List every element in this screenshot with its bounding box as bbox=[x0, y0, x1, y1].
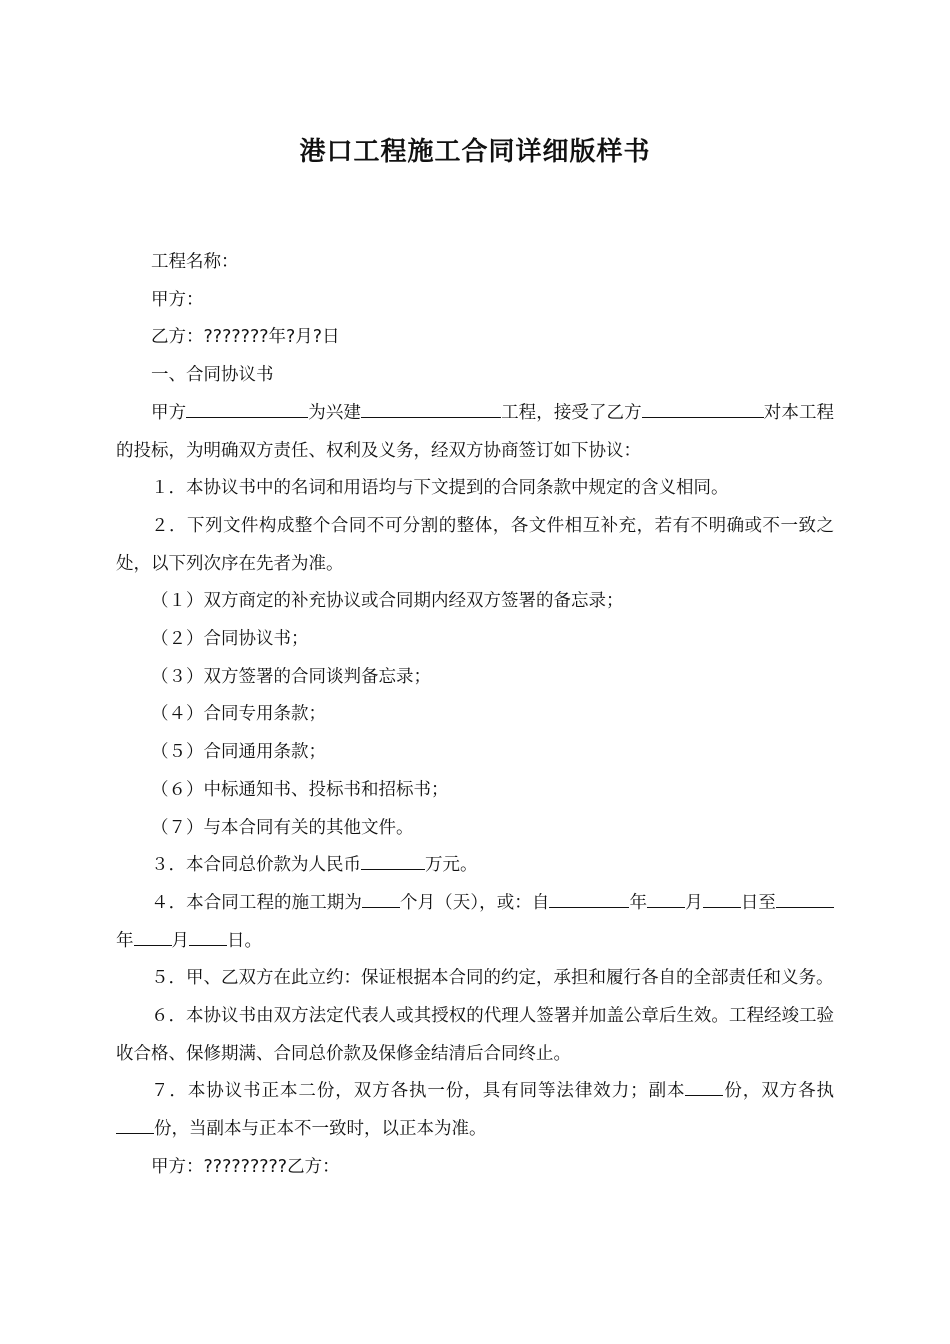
document-title: 港口工程施工合同详细版样书 bbox=[299, 137, 651, 167]
clause-4-text-f: 年 bbox=[116, 930, 134, 951]
clause-4-text-a: ４．本合同工程的施工期为 bbox=[151, 892, 362, 913]
clause-7-text-a: ７．本协议书正本二份，双方各执一份，具有同等法律效力；副本 bbox=[151, 1081, 686, 1102]
document-item-2: （２）合同协议书； bbox=[151, 629, 309, 650]
intro-paragraph bbox=[116, 395, 834, 470]
amount-blank bbox=[361, 852, 425, 871]
clause-2: ２．下列文件构成整个合同不可分割的整体，各文件相互补充，若有不明确或不一致之处，以下列次序在先者为准。 bbox=[116, 515, 834, 574]
party-b-date-field: 乙方：???????年?月?日 bbox=[151, 327, 340, 348]
document-body bbox=[116, 244, 834, 1187]
document-item-1: （１）双方商定的补充协议或合同期内经双方签署的备忘录； bbox=[151, 591, 624, 612]
intro-text-3: 工程，接受了乙方 bbox=[501, 402, 642, 423]
clause-7 bbox=[116, 1073, 834, 1148]
duration-blank bbox=[362, 889, 400, 908]
clause-7-text-b: 份，双方各执 bbox=[723, 1081, 835, 1102]
clause-4-text-c: 年 bbox=[629, 892, 648, 913]
clause-3-text-b: 万元。 bbox=[425, 855, 478, 876]
copies-blank bbox=[685, 1078, 723, 1097]
document-item-5: （５）合同通用条款； bbox=[151, 742, 326, 763]
clause-6: ６．本协议书由双方法定代表人或其授权的代理人签署并加盖公章后生效。工程经竣工验收合格、保修期满、合同总价款及保修金结清后合同终止。 bbox=[116, 1006, 834, 1064]
intro-text-4: 对本工程的投标，为明确双方责任、权利及义务，经双方协商签订如下协议： bbox=[116, 402, 835, 461]
project-name-field: 工程名称： bbox=[151, 252, 239, 272]
copies-each-blank bbox=[116, 1116, 154, 1135]
clause-4 bbox=[116, 885, 834, 960]
party-a-blank bbox=[186, 399, 308, 418]
signature-line: 甲方：?????????乙方： bbox=[151, 1156, 340, 1177]
clause-4-text-d: 月 bbox=[685, 892, 703, 913]
clause-1: １．本协议书中的名词和用语均与下文提到的合同条款中规定的含义相同。 bbox=[151, 478, 729, 499]
intro-text-2: 为兴建 bbox=[308, 402, 361, 423]
end-year-blank bbox=[776, 889, 834, 908]
clause-4-text-h: 日。 bbox=[227, 930, 262, 951]
document-item-6: （６）中标通知书、投标书和招标书； bbox=[151, 779, 449, 800]
intro-text-1: 甲方 bbox=[151, 402, 187, 423]
clause-3 bbox=[116, 847, 834, 885]
end-day-blank bbox=[189, 927, 227, 946]
start-year-blank bbox=[549, 889, 629, 908]
end-month-blank bbox=[134, 927, 172, 946]
clause-5: ５．甲、乙双方在此立约：保证根据本合同的约定，承担和履行各自的全部责任和义务。 bbox=[151, 968, 834, 989]
document-item-7: （７）与本合同有关的其他文件。 bbox=[151, 817, 414, 838]
clause-7-text-c: 份，当副本与正本不一致时，以正本为准。 bbox=[154, 1119, 487, 1140]
start-month-blank bbox=[647, 889, 685, 908]
clause-4-text-e: 日至 bbox=[740, 892, 777, 913]
party-b-blank bbox=[642, 399, 764, 418]
document-item-4: （４）合同专用条款； bbox=[151, 704, 326, 725]
start-day-blank bbox=[703, 889, 741, 908]
clause-4-text-g: 月 bbox=[171, 930, 189, 951]
project-blank bbox=[361, 399, 501, 418]
party-a-field: 甲方： bbox=[151, 289, 204, 310]
section-title: 一、合同协议书 bbox=[151, 365, 274, 386]
document-item-3: （３）双方签署的合同谈判备忘录； bbox=[151, 666, 431, 687]
clause-4-text-b: 个月（天），或：自 bbox=[399, 892, 550, 913]
clause-3-text-a: ３．本合同总价款为人民币 bbox=[151, 855, 361, 876]
